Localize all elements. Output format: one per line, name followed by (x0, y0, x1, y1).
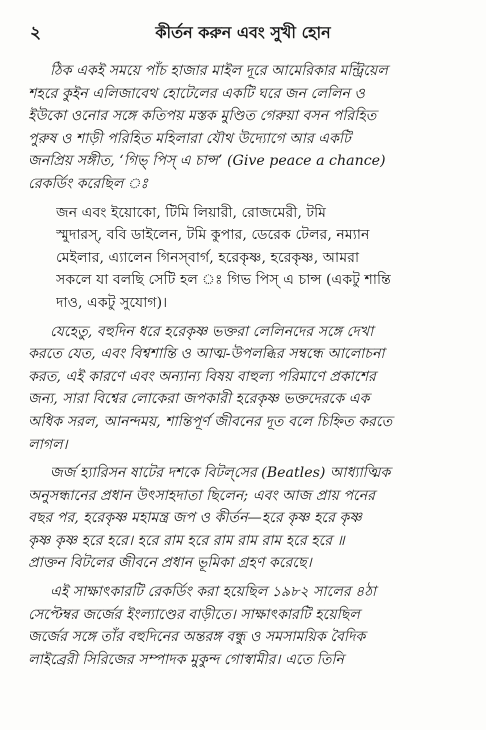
paragraph-p4 (28, 462, 460, 575)
text-line: জনপ্রিয় সঙ্গীত, ‘গিভ্ পিস্ এ চান্স’ (Give peace a chance) (28, 153, 386, 170)
paragraph-p2 (28, 202, 460, 315)
text-line: জন এবং ইয়োকো, টিমি লিয়ারী, রোজমেরী, টমি (56, 204, 327, 221)
text-line: করত, এই কারণে এবং অন্যান্য বিষয় বাহুল্য পরিমাণে প্রকাশের (28, 368, 376, 385)
text-line: স্মুদারস্, ববি ডাইলেন, টমি কুপার, ডেরেক টেলর, নম্যান (56, 227, 370, 244)
text-line: ঠিক একই সময়ে পাঁচ হাজার মাইল দূরে আমেরিকার মন্ট্রিয়েল (50, 63, 388, 79)
running-title: কীর্তন করুন এবং সুখী হোন (155, 23, 331, 42)
text-line: পুরুষ ও শাড়ী পরিহিত মহিলারা যৌথ উদ্যোগে আর একটি (28, 130, 351, 147)
text-line: দাও, একটু সুযোগ)। (56, 294, 168, 311)
body-text (28, 60, 460, 677)
paragraph-p5 (28, 581, 460, 671)
text-line: করতে যেত, এবং বিশ্বশান্তি ও আত্ম-উপলব্ধির সম্বন্ধে আলোচনা (28, 346, 385, 363)
text-line: যেহেতু, বহুদিন ধরে হরেকৃষ্ণ ভক্তরা লেলিনদের সঙ্গে দেখা (50, 323, 374, 340)
text-line: জর্জ হ্যারিসন ষাটের দশকে বিটল্‌সের (Beatles) আধ্যাত্মিক (50, 465, 391, 482)
text-line: শহরে কুইন এলিজাবেথ হোটেলের একটি ঘরে জন লেলিন ও (28, 85, 365, 102)
paragraph-p3 (28, 321, 460, 457)
text-line: জন্য, সারা বিশ্বের লোকেরা জপকারী হরেকৃষ্ণ ভক্তদেরকে এক (28, 391, 370, 408)
paragraph-p1 (28, 60, 460, 196)
page-number: ২ (30, 23, 42, 43)
text-line: কৃষ্ণ কৃষ্ণ হরে হরে। হরে রাম হরে রাম রাম রাম হরে হরে ॥ (28, 532, 345, 549)
text-line: বছর পর, হরেকৃষ্ণ মহামন্ত্র জপ ও কীর্তন—হরে কৃষ্ণ হরে কৃষ্ণ (28, 510, 362, 527)
page-header (30, 20, 456, 44)
text-line: জর্জের সঙ্গে তাঁর বহুদিনের অন্তরঙ্গ বন্ধু ও সমসাময়িক বৈদিক (28, 629, 366, 646)
text-line: অনুসন্ধানের প্রধান উৎসাহদাতা ছিলেন; এবং আজ প্রায় পনের (28, 487, 375, 504)
text-line: অধিক সরল, আনন্দময়, শান্তিপূর্ণ জীবনের দূত বলে চিহ্নিত করতে (28, 413, 393, 430)
text-line: মেইলার, এ্যালেন গিনস্‌বার্গ, হরেকৃষ্ণ, হরেকৃষ্ণ, আমরা (56, 249, 360, 266)
text-line: সকলে যা বলছি সেটি হল ঃ গিভ পিস্ এ চান্স (একটু শান্তি (56, 272, 391, 289)
text-line: লাগল। (28, 436, 68, 453)
text-line: প্রাক্তন বিটলের জীবনে প্রধান ভূমিকা গ্রহণ করেছে। (28, 555, 312, 572)
text-line: লাইব্রেরী সিরিজের সম্পাদক মুকুন্দ গোস্বামীর। এতে তিনি (28, 651, 344, 668)
text-line: সেপ্টেম্বর জর্জের ইংল্যাণ্ডের বাড়ীতে। সাক্ষাৎকারটি হয়েছিল (28, 606, 360, 623)
text-line: রেকর্ডিং করেছিল ঃ (28, 175, 149, 192)
text-line: এই সাক্ষাৎকারটি রেকর্ডিং করা হয়েছিল ১৯৮২ সালের ৪ঠা (50, 584, 377, 601)
text-line: ইউকো ওনোর সঙ্গে কতিপয় মস্তক মুণ্ডিত গেরুয়া বসন পরিহিত (28, 108, 377, 125)
